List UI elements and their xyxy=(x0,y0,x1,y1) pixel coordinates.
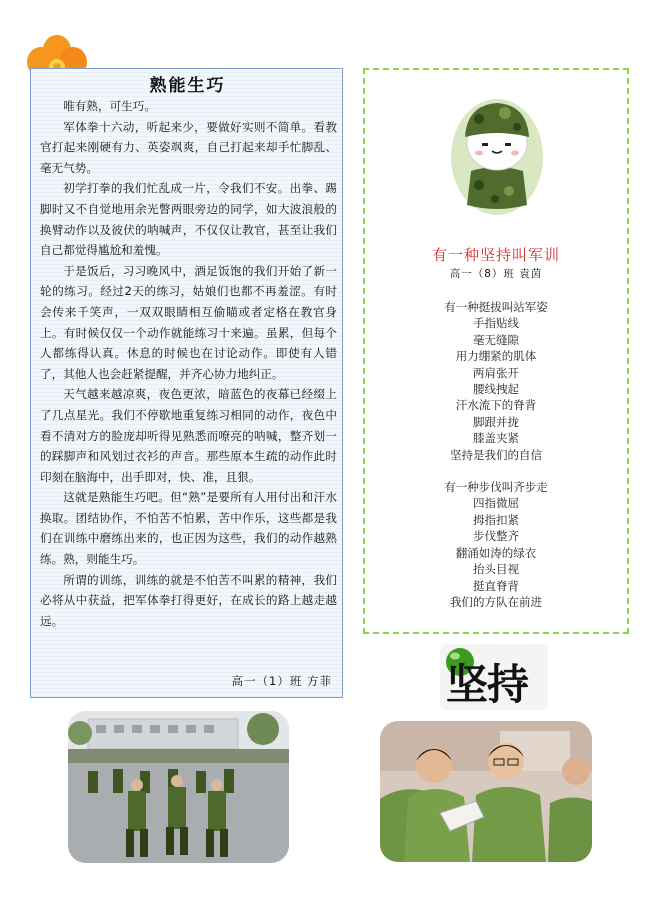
poem-line: 用力绷紧的肌体 xyxy=(455,349,537,364)
poem-line: 拇指扣紧 xyxy=(473,512,519,527)
poem-line: 挺直脊背 xyxy=(473,578,519,593)
article-paragraph: 于是饭后，习习晚风中，酒足饭饱的我们开始了新一轮的练习。经过2天的练习，姑娘们也都不再羞涩。有时会传来千笑声，一双双眼睛相互偷瞄或者定格在教官身上。有时候仅仅一个动作就能练习十来遍。虽累，但每个人都练得认真。休息的时候也在讨论动作。即使有人错了，其他人也会赶紧提醒，并齐心协力地纠正。 xyxy=(40,263,337,381)
poem-line: 坚持是我们的自信 xyxy=(450,447,542,462)
poem-line: 有一种步伐叫齐步走 xyxy=(444,480,548,495)
persist-badge-text: 坚持 xyxy=(446,660,529,709)
students-reading-photo xyxy=(380,721,592,862)
article-paragraph: 天气越来越凉爽，夜色更浓，暗蓝色的夜幕已经缀上了几点星光。我们不停歇地重复练习相同的动作，夜色中看不清对方的脸庞却听得见熟悉而嘹亮的呐喊，整齐划一的踩脚声和风划过衣衫的声音。那些原本生疏的动作此时印刻在脑海中，出手即对，快、准，且狠。 xyxy=(40,387,337,484)
poem-line: 抬头目视 xyxy=(473,562,519,577)
article-paragraph: 所谓的训练，训练的就是不怕苦不叫累的精神，我们必将从中获益，把军体拳打得更好，在成长的路上越走越远。 xyxy=(40,572,337,628)
poem-line: 四指微屈 xyxy=(473,496,519,511)
poem-line: 有一种挺拔叫站军姿 xyxy=(444,300,548,314)
article-paragraph: 这就是熟能生巧吧。但“熟”是要所有人用付出和汗水换取。团结协作，不怕苦不怕累，苦中作乐，这些都是我们在训练中磨练出来的，也正因为这些，我们的动作越熟练。熟，则能生巧。 xyxy=(40,490,337,567)
article-body xyxy=(40,96,337,631)
poem-line: 毫无缝隙 xyxy=(473,332,519,347)
poem-stanza xyxy=(363,479,629,610)
article-paragraph: 唯有熟，可生巧。 xyxy=(63,99,156,113)
poem-line: 汗水流下的脊背 xyxy=(455,398,537,413)
cartoon-soldier-icon xyxy=(449,93,545,215)
poem-line: 两肩张开 xyxy=(473,365,519,380)
poem-line: 腰线拽起 xyxy=(473,382,519,397)
article-author: 高一（1）班 方菲 xyxy=(231,674,332,688)
article-paragraph: 军体拳十六动，听起来少，要做好实则不简单。看教官打起来刚硬有力、英姿飒爽，自己打起来却手忙脚乱、毫无气势。 xyxy=(40,119,337,175)
poem-line: 翻涌如涛的绿衣 xyxy=(455,545,537,560)
poem-stanza xyxy=(363,299,629,463)
article-panel xyxy=(30,68,343,698)
poem-title: 有一种坚持叫军训 xyxy=(431,246,560,264)
article-paragraph: 初学打拳的我们忙乱成一片，令我们不安。出拳、踢脚时又不自觉地用余光瞥两眼旁边的同学，如大波浪般的换臂动作以及彼伏的呐喊声，不仅仅让教官，甚至让我们自己都觉得尴尬和羞愧。 xyxy=(40,181,337,258)
poem-line: 脚跟并拢 xyxy=(473,414,519,429)
poem-author: 高一（8）班 袁茵 xyxy=(449,268,543,280)
poem-line: 我们的方队在前进 xyxy=(450,594,542,609)
poem-line: 手指贴线 xyxy=(473,316,519,331)
poem-line: 膝盖夹紧 xyxy=(473,431,519,446)
drill-training-photo xyxy=(68,711,289,863)
poem-line: 步伐整齐 xyxy=(473,529,519,544)
article-title: 熟能生巧 xyxy=(149,76,226,96)
poem-body xyxy=(363,299,629,626)
